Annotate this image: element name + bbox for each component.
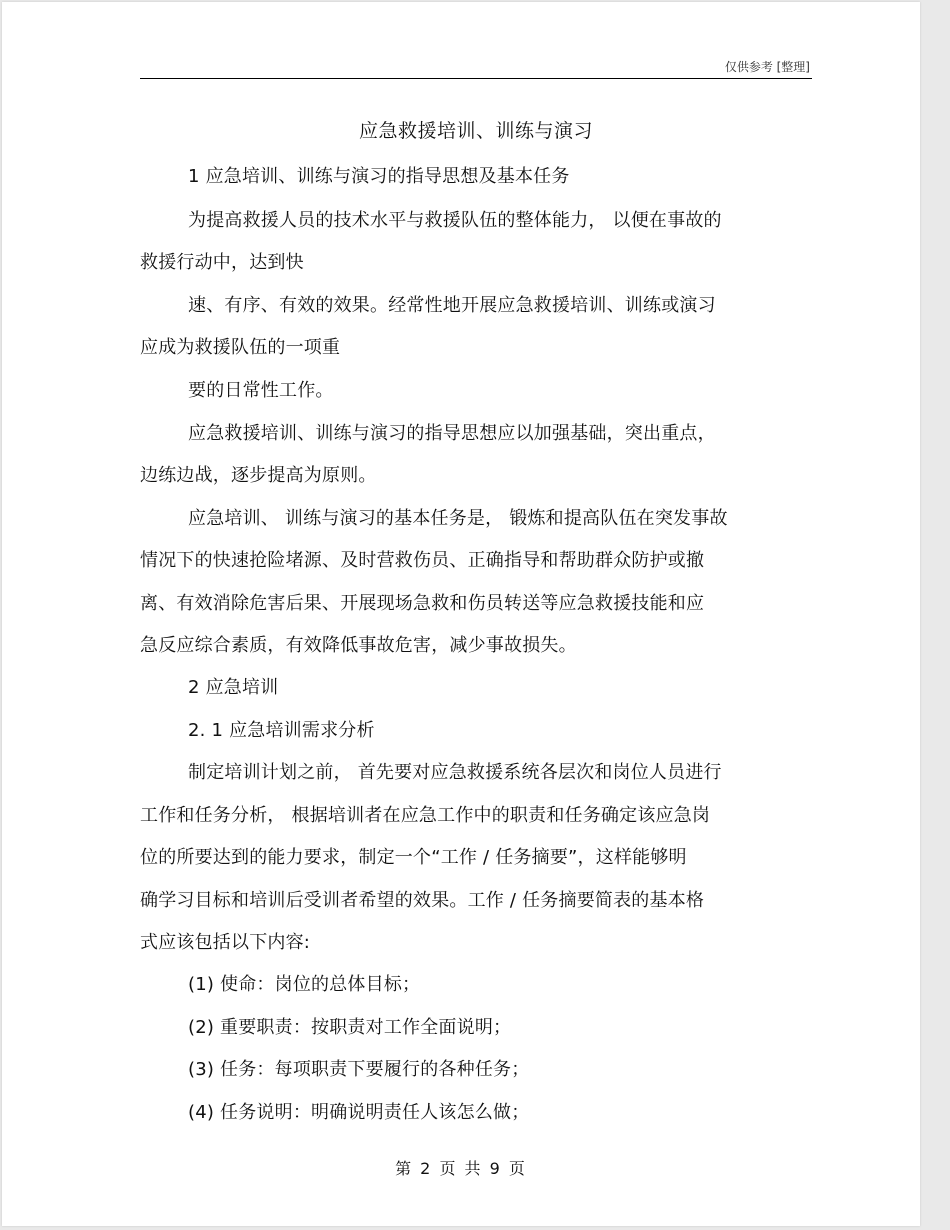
document-page [2, 2, 920, 1226]
list-item: (2) 重要职责：按职责对工作全面说明； [188, 1017, 512, 1038]
page-number-footer: 第 2 页 共 9 页 [395, 1159, 527, 1178]
paragraph-line: 速、有序、有效的效果。经常性地开展应急救援培训、训练或演习 [188, 295, 716, 316]
paragraph-line: 应急救援培训、训练与演习的指导思想应以加强基础，突出重点， [188, 423, 716, 444]
header-rule [140, 78, 812, 79]
paragraph-line: 确学习目标和培训后受训者希望的效果。工作 / 任务摘要简表的基本格 [140, 890, 705, 911]
paragraph-line: 式应该包括以下内容: [140, 932, 311, 953]
document-title: 应急救援培训、训练与演习 [358, 120, 593, 142]
paragraph-line: 制定培训计划之前， 首先要对应急救援系统各层次和岗位人员进行 [188, 762, 722, 783]
paragraph-line: 为提高救援人员的技术水平与救援队伍的整体能力， 以便在事故的 [188, 210, 722, 231]
list-item: (3) 任务：每项职责下要履行的各种任务； [188, 1059, 530, 1080]
section-heading-1: 1 应急培训、训练与演习的指导思想及基本任务 [188, 166, 570, 187]
paragraph-line: 边练边战，逐步提高为原则。 [140, 465, 377, 486]
list-item: (1) 使命：岗位的总体目标； [188, 974, 421, 995]
paragraph-line: 情况下的快速抢险堵源、及时营救伤员、正确指导和帮助群众防护或撤 [140, 550, 705, 571]
paragraph-line: 离、有效消除危害后果、开展现场急救和伤员转送等应急救援技能和应 [140, 593, 705, 614]
header-note: 仅供参考 [整理] [724, 60, 810, 74]
paragraph-line: 工作和任务分析， 根据培训者在应急工作中的职责和任务确定该应急岗 [140, 805, 711, 826]
list-item: (4) 任务说明：明确说明责任人该怎么做； [188, 1102, 530, 1123]
paragraph-line: 要的日常性工作。 [188, 380, 334, 401]
paragraph-line: 急反应综合素质，有效降低事故危害，减少事故损失。 [140, 635, 577, 656]
subsection-heading-2-1: 2. 1 应急培训需求分析 [188, 720, 375, 741]
paragraph-line: 应急培训、 训练与演习的基本任务是， 锻炼和提高队伍在突发事故 [188, 508, 728, 529]
section-heading-2: 2 应急培训 [188, 677, 279, 698]
paragraph-line: 位的所要达到的能力要求，制定一个“工作 / 任务摘要”，这样能够明 [140, 847, 687, 868]
paragraph-line: 救援行动中，达到快 [140, 252, 304, 273]
paragraph-line: 应成为救援队伍的一项重 [140, 337, 341, 358]
